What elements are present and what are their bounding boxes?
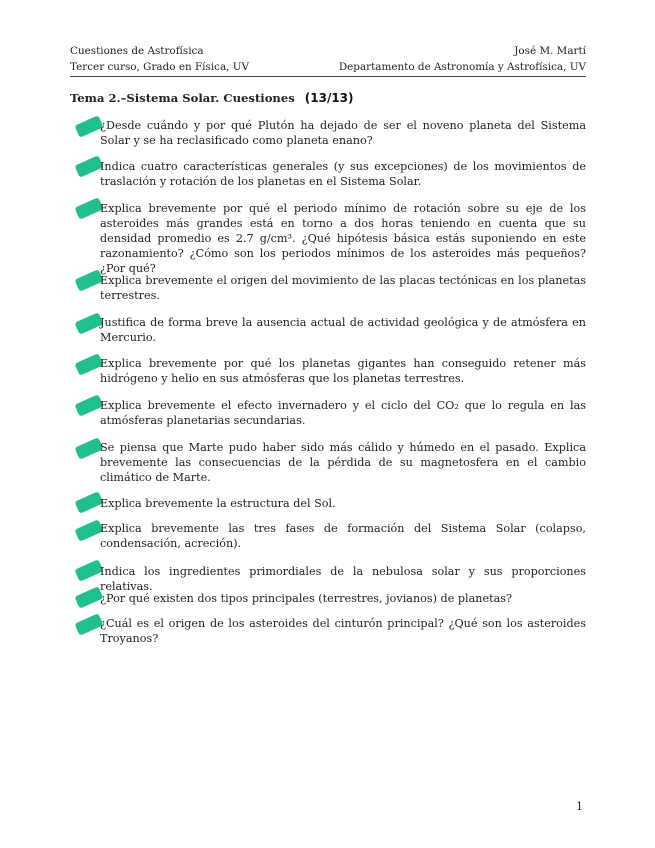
- question-item: Explica brevemente por qué el periodo mínimo de rotación sobre su eje de los asteroides más grandes está en torno a dos horas teniendo en cuenta que su densidad promedio es 2.7 g/cm³. ¿Qué hipótesis básica estás suponiendo en este razonamiento? ¿Cómo son los periodos mínimos de los asteroides más pequeños? ¿Por qué?: [100, 202, 586, 275]
- page-header: [70, 43, 586, 75]
- question-item: ¿Por qué existen dos tipos principales (terrestres, jovianos) de planetas?: [100, 592, 513, 605]
- question-item: Se piensa que Marte pudo haber sido más cálido y húmedo en el pasado. Explica brevemente las consecuencias de la pérdida de su magnetosfera en el cambio climático de Marte.: [100, 441, 586, 484]
- question-item: ¿Desde cuándo y por qué Plutón ha dejado de ser el noveno planeta del Sistema Solar y se ha reclasificado como planeta enano?: [100, 119, 586, 147]
- question-item: Justifica de forma breve la ausencia actual de actividad geológica y de atmósfera en Mercurio.: [100, 316, 586, 344]
- question-item: Explica brevemente el origen del movimiento de las placas tectónicas en los planetas terrestres.: [100, 274, 586, 302]
- header-rule: [70, 76, 586, 77]
- page-title: Tema 2.–Sistema Solar. Cuestiones: [70, 91, 295, 105]
- author-name: José M. Martí: [514, 45, 586, 57]
- question-item: Indica cuatro características generales (y sus excepciones) de los movimientos de traslación y rotación de los planetas en el Sistema Solar.: [100, 160, 586, 188]
- question-item: Explica brevemente por qué los planetas gigantes han conseguido retener más hidrógeno y helio en sus atmósferas que los planetas terrestres.: [100, 357, 586, 385]
- question-item: ¿Cuál es el origen de los asteroides del cinturón principal? ¿Qué son los asteroides Troyanos?: [100, 617, 586, 645]
- question-item: Explica brevemente la estructura del Sol.: [100, 497, 336, 510]
- page-number: 1: [576, 800, 583, 813]
- department: Departamento de Astronomía y Astrofísica, UV: [338, 61, 586, 73]
- question-item: Explica brevemente el efecto invernadero y el ciclo del CO₂ que lo regula en las atmósferas planetarias secundarias.: [100, 399, 586, 427]
- question-item: Indica los ingredientes primordiales de la nebulosa solar y sus proporciones relativas.: [100, 565, 586, 593]
- handwritten-count-annotation: (13/13): [304, 91, 354, 105]
- question-item: Explica brevemente las tres fases de formación del Sistema Solar (colapso, condensación, acreción).: [100, 522, 586, 550]
- course-title: Cuestiones de Astrofísica: [70, 45, 204, 57]
- course-level: Tercer curso, Grado en Física, UV: [70, 61, 250, 73]
- title-row: [70, 86, 354, 110]
